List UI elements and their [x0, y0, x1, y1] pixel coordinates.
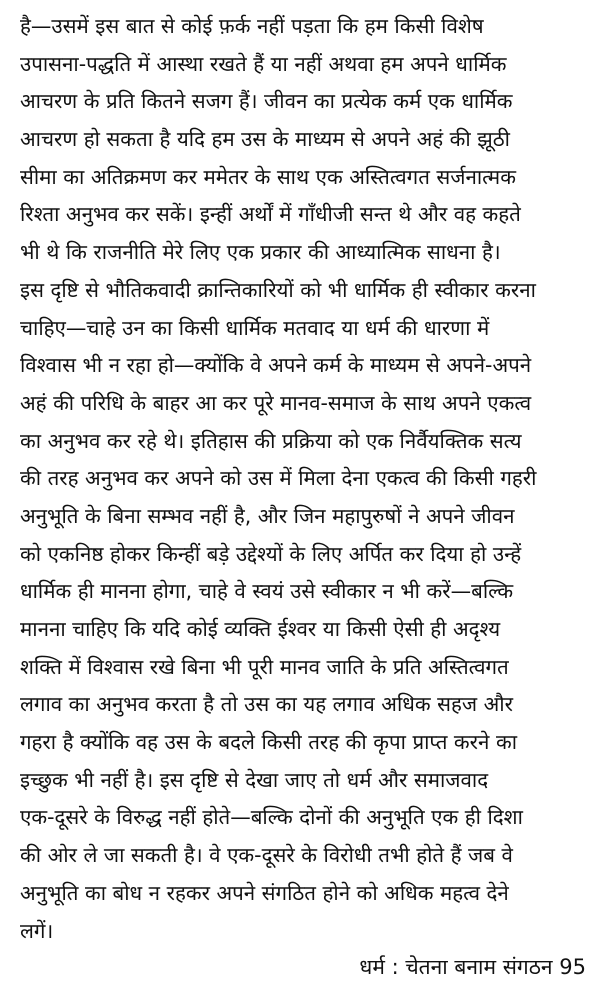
- text-line: रिश्ता अनुभव कर सकें। इन्हीं अर्थों में गाँधीजी सन्त थे और वह कहते: [20, 202, 521, 227]
- body-text: [20, 8, 586, 950]
- text-line: गहरा है क्योंकि वह उस के बदले किसी तरह की कृपा प्राप्त करने का: [20, 730, 518, 755]
- text-line: इस दृष्टि से भौतिकवादी क्रान्तिकारियों को भी धार्मिक ही स्वीकार करना: [20, 277, 536, 302]
- text-line: का अनुभव कर रहे थे। इतिहास की प्रक्रिया को एक निर्वैयक्तिक सत्य: [20, 428, 522, 453]
- text-line: धार्मिक ही मानना होगा, चाहे वे स्वयं उसे स्वीकार न भी करें—बल्कि: [20, 579, 514, 604]
- text-line: की तरह अनुभव कर अपने को उस में मिला देना एकत्व की किसी गहरी: [20, 466, 537, 491]
- text-line: भी थे कि राजनीति मेरे लिए एक प्रकार की आध्यात्मिक साधना है।: [20, 240, 501, 265]
- text-line: को एकनिष्ठ होकर किन्हीं बड़े उद्देश्यों के लिए अर्पित कर दिया हो उन्हें: [20, 541, 522, 566]
- text-line: आचरण हो सकता है यदि हम उस के माध्यम से अपने अहं की झूठी: [20, 127, 510, 152]
- text-line: सीमा का अतिक्रमण कर ममेतर के साथ एक अस्तित्वगत सर्जनात्मक: [20, 164, 516, 189]
- text-line: चाहिए—चाहे उन का किसी धार्मिक मतवाद या धर्म की धारणा में: [20, 315, 490, 340]
- page-footer: धर्म : चेतना बनाम संगठन 95: [359, 955, 586, 979]
- text-line: उपासना-पद्धति में आस्था रखते हैं या नहीं अथवा हम अपने धार्मिक: [20, 51, 507, 76]
- text-line: मानना चाहिए कि यदि कोई व्यक्ति ईश्वर या किसी ऐसी ही अदृश्य: [20, 617, 501, 641]
- text-line: विश्वास भी न रहा हो—क्योंकि वे अपने कर्म के माध्यम से अपने-अपने: [20, 353, 532, 378]
- text-line: लगाव का अनुभव करता है तो उस का यह लगाव अधिक सहज और: [20, 692, 513, 717]
- text-line: अनुभूति का बोध न रहकर अपने संगठित होने को अधिक महत्व देने: [20, 880, 509, 905]
- text-line: लगें।: [20, 918, 54, 943]
- text-line: इच्छुक भी नहीं है। इस दृष्टि से देखा जाए तो धर्म और समाजवाद: [20, 767, 489, 792]
- text-line: आचरण के प्रति कितने सजग हैं। जीवन का प्रत्येक कर्म एक धार्मिक: [20, 89, 513, 114]
- text-line: की ओर ले जा सकती है। वे एक-दूसरे के विरोधी तभी होते हैं जब वे: [20, 843, 513, 868]
- text-line: शक्ति में विश्वास रखे बिना भी पूरी मानव जाति के प्रति अस्तित्वगत: [20, 654, 509, 679]
- text-line: अहं की परिधि के बाहर आ कर पूरे मानव-समाज के साथ अपने एकत्व: [20, 390, 532, 415]
- text-line: एक-दूसरे के विरुद्ध नहीं होते—बल्कि दोनों की अनुभूति एक ही दिशा: [20, 805, 523, 830]
- text-line: अनुभूति के बिना सम्भव नहीं है, और जिन महापुरुषों ने अपने जीवन: [20, 503, 515, 528]
- text-line: है—उसमें इस बात से कोई फ़र्क नहीं पड़ता कि हम किसी विशेष: [20, 14, 484, 38]
